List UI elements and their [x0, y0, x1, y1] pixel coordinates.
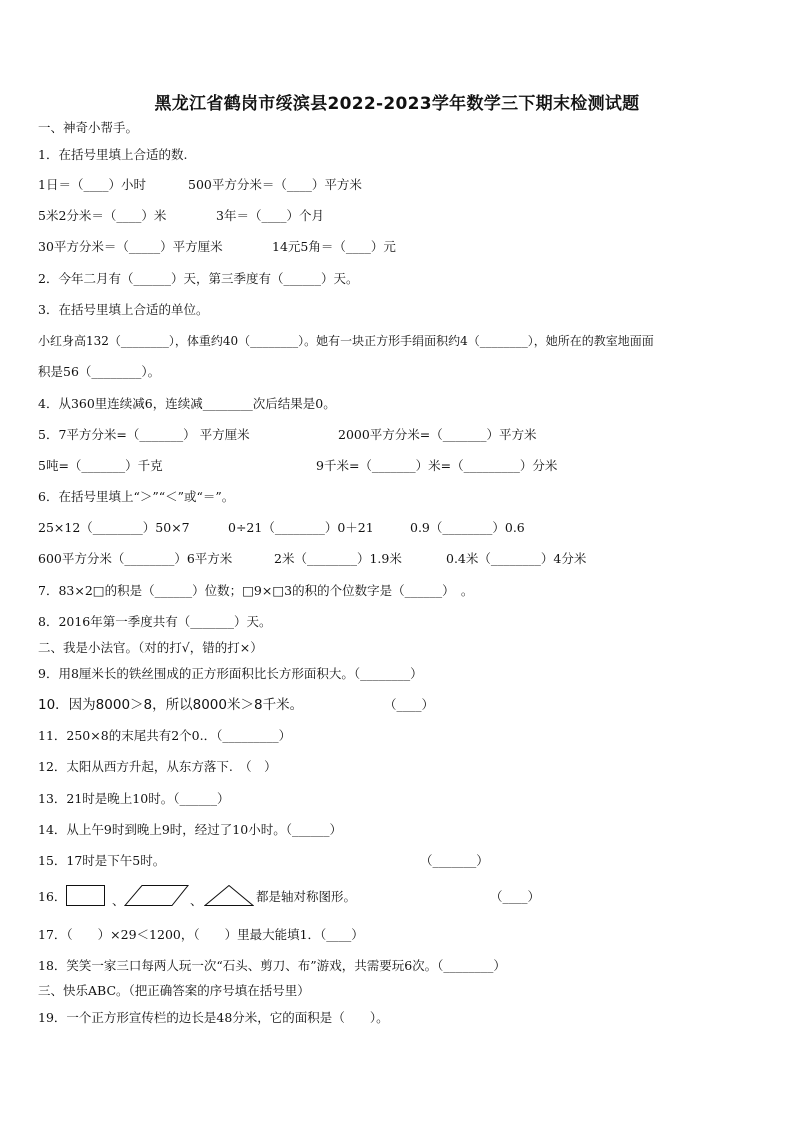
question-10: 10．因为8000＞8，所以8000米＞8千米。 [38, 697, 304, 713]
q16-text: 都是轴对称图形。 [256, 889, 357, 904]
q6-item-c: 0.9（________）0.6 [410, 520, 525, 535]
question-18: 18．笑笑一家三口每两人玩一次“石头、剪刀、布”游戏，共需要玩6次。（________） [38, 958, 506, 973]
q6-item-b: 0÷21（________）0＋21 [228, 520, 374, 535]
q6-item-a: 25×12（________）50×7 [38, 520, 190, 535]
question-2: 2．今年二月有（______）天，第三季度有（______）天。 [38, 271, 359, 286]
question-12: 12．太阳从西方升起，从东方落下. （ ） [38, 759, 277, 774]
q6-item-f: 0.4米（________）4分米 [446, 551, 587, 566]
section-3-heading: 三、快乐ABC。（把正确答案的序号填在括号里） [38, 983, 310, 998]
q16-separator-1: 、 [112, 893, 125, 908]
question-7: 7．83×2□的积是（______）位数；□9×□3的积的个位数字是（______） 。 [38, 583, 474, 598]
triangle-figure [204, 885, 254, 907]
q5-item-a: 5．7平方分米=（_______） 平方厘米 [38, 427, 250, 442]
question-19: 19．一个正方形宣传栏的边长是48分米，它的面积是（ ）。 [38, 1010, 389, 1025]
page-title: 黑龙江省鹤岗市绥滨县2022-2023学年数学三下期末检测试题 [154, 94, 640, 114]
q16-separator-2: 、 [190, 893, 203, 908]
question-1: 1．在括号里填上合适的数. [38, 147, 188, 162]
q15-answer-blank: （_______） [420, 853, 489, 868]
parallelogram-figure [124, 885, 188, 907]
q6-item-e: 2米（________）1.9米 [274, 551, 402, 566]
q5-item-c: 5吨=（_______）千克 [38, 458, 163, 473]
section-1-heading: 一、神奇小帮手。 [38, 120, 139, 135]
question-6: 6．在括号里填上“＞”“＜”或“＝”。 [38, 489, 235, 504]
q6-item-d: 600平方分米（________）6平方米 [38, 551, 233, 566]
q10-answer-blank: （____） [384, 697, 435, 712]
question-11: 11．250×8的末尾共有2个0.．（_________） [38, 728, 292, 743]
q1-item-f: 14元5角＝（____）元 [272, 239, 396, 254]
q1-item-b: 500平方分米＝（____）平方米 [188, 177, 362, 192]
question-9: 9．用8厘米长的铁丝围成的正方形面积比长方形面积大。（________） [38, 666, 423, 681]
question-14: 14．从上午9时到晚上9时，经过了10小时。（______） [38, 822, 342, 837]
q5-item-d: 9千米=（_______）米=（_________）分米 [316, 458, 558, 473]
q16-answer-blank: （____） [490, 889, 541, 904]
question-13: 13．21时是晚上10时。（______） [38, 791, 230, 806]
q1-item-a: 1日＝（____）小时 [38, 177, 146, 192]
question-3: 3．在括号里填上合适的单位。 [38, 302, 209, 317]
q3-line-1: 小红身高132（________），体重约40（________）。她有一块正方形手绢面积约4（________），她所在的教室地面面 [38, 334, 654, 348]
question-17: 17．（ ）×29＜1200，（ ）里最大能填1．（____） [38, 927, 364, 942]
question-15: 15．17时是下午5时。 [38, 853, 166, 868]
q1-item-c: 5米2分米＝（____）米 [38, 208, 167, 223]
question-4: 4．从360里连续减6，连续减________次后结果是0。 [38, 396, 336, 411]
rectangle-figure [66, 885, 104, 905]
q1-item-d: 3年＝（____）个月 [216, 208, 324, 223]
q3-line-2: 积是56（________）。 [38, 364, 161, 379]
section-2-heading: 二、我是小法官。（对的打√，错的打×） [38, 640, 263, 655]
question-16-label: 16． [38, 889, 67, 904]
q1-item-e: 30平方分米＝（_____）平方厘米 [38, 239, 223, 254]
question-8: 8．2016年第一季度共有（_______）天。 [38, 614, 272, 629]
q5-item-b: 2000平方分米=（_______）平方米 [338, 427, 537, 442]
